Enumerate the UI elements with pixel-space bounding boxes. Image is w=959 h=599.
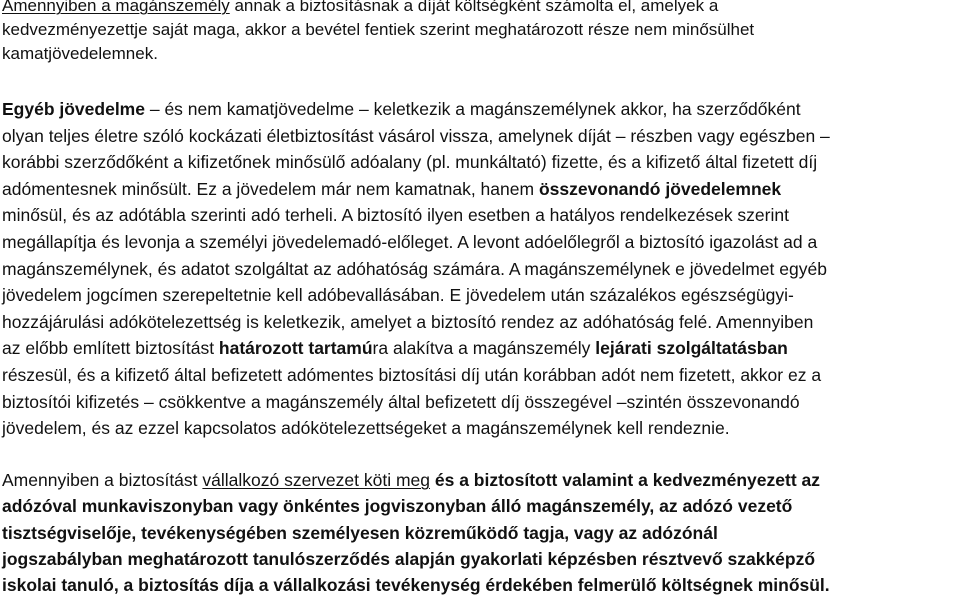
bold-term: lejárati szolgáltatásban	[595, 338, 788, 359]
text-line: megállapítja és levonja a személyi jövedelemadó-előleget. A levont adóelőlegről a biztosító igazolást ad a	[2, 231, 818, 252]
text-line: jövedelem, és az ezzel kapcsolatos adókötelezettségeket a magánszemélynek kell rendeznie.	[2, 418, 730, 439]
text-line: iskolai tanuló, a biztosítás díja a vállalkozási tevékenység érdekében felmerülő költségnek minősül.	[2, 575, 830, 596]
text-line: részesül, és a kifizető által befizetett adómentes biztosítási díj után korábban adót nem fizetett, akkor ez a	[2, 364, 822, 385]
text-line: minősül, és az adótábla szerinti adó terheli. A biztosító ilyen esetben a hatályos rendelkezések szerint	[2, 205, 789, 226]
text-segment: ra alakítva a magánszemély	[372, 338, 596, 359]
bold-term: határozott tartamú	[218, 338, 373, 359]
paragraph-1	[2, 0, 959, 66]
text-line	[2, 176, 959, 203]
bold-term: és a biztosított valamint a kedvezményezett az	[430, 470, 820, 490]
text-line: magánszemélynek, és adatot szolgáltat az adóhatóság számára. A magánszemélynek e jövedelmet egyéb	[2, 258, 827, 279]
text-line: adózóval munkaviszonyban vagy önkéntes jogviszonyban álló magánszemély, az adózó vezető	[2, 496, 793, 517]
text-line	[2, 335, 959, 362]
text-segment: annak a biztosításnak a díját költségként számolta el, amelyek a	[229, 0, 719, 15]
text-line: kedvezményezettje saját maga, akkor a bevétel fentiek szerint meghatározott része nem minősülhet	[2, 20, 755, 39]
text-line: kamatjövedelemnek.	[2, 44, 158, 63]
paragraph-2	[2, 96, 959, 442]
bold-term: Egyéb jövedelme	[2, 99, 145, 119]
text-line: jövedelem jogcímen szerepeltetnie kell adóbevallásában. E jövedelem után százalékos egészségügyi-	[2, 285, 794, 306]
text-line	[2, 96, 959, 123]
text-line: jogszabályban meghatározott tanulószerződés alapján gyakorlati képzésben résztvevő szakképző	[2, 548, 816, 569]
text-line	[2, 467, 959, 493]
text-segment: – és nem kamatjövedelme – keletkezik a magánszemélynek akkor, ha szerződőként	[144, 99, 801, 119]
text-segment: az előbb említett biztosítást	[2, 338, 219, 359]
text-segment: Amennyiben a biztosítást	[2, 470, 203, 490]
text-line	[2, 0, 959, 18]
underlined-term: Amennyiben a magánszemély	[2, 0, 230, 15]
bold-term: összevonandó jövedelemnek	[538, 178, 782, 199]
text-line: tisztségviselője, tevékenységében személyesen közreműködő tagja, vagy az adózónál	[2, 522, 718, 543]
paragraph-3	[2, 467, 959, 598]
text-line: korábbi szerződőként a kifizetőnek minősülő adóalany (pl. munkáltató) fizette, és a kifizető által fizetett díj	[2, 152, 818, 173]
underlined-term: vállalkozó szervezet köti meg	[202, 470, 430, 490]
text-line: biztosítói kifizetés – csökkentve a magánszemély által befizetett díj összegével –szintén összevonandó	[2, 391, 800, 412]
text-line: olyan teljes életre szóló kockázati életbiztosítást vásárol vissza, amelynek díját – részben vagy egészben –	[2, 125, 830, 146]
text-segment: adómentesnek minősült. Ez a jövedelem már nem kamatnak, hanem	[2, 178, 539, 199]
text-line: hozzájárulási adókötelezettség is keletkezik, amelyet a biztosító rendez az adóhatóság felé. Amennyiben	[2, 311, 814, 332]
